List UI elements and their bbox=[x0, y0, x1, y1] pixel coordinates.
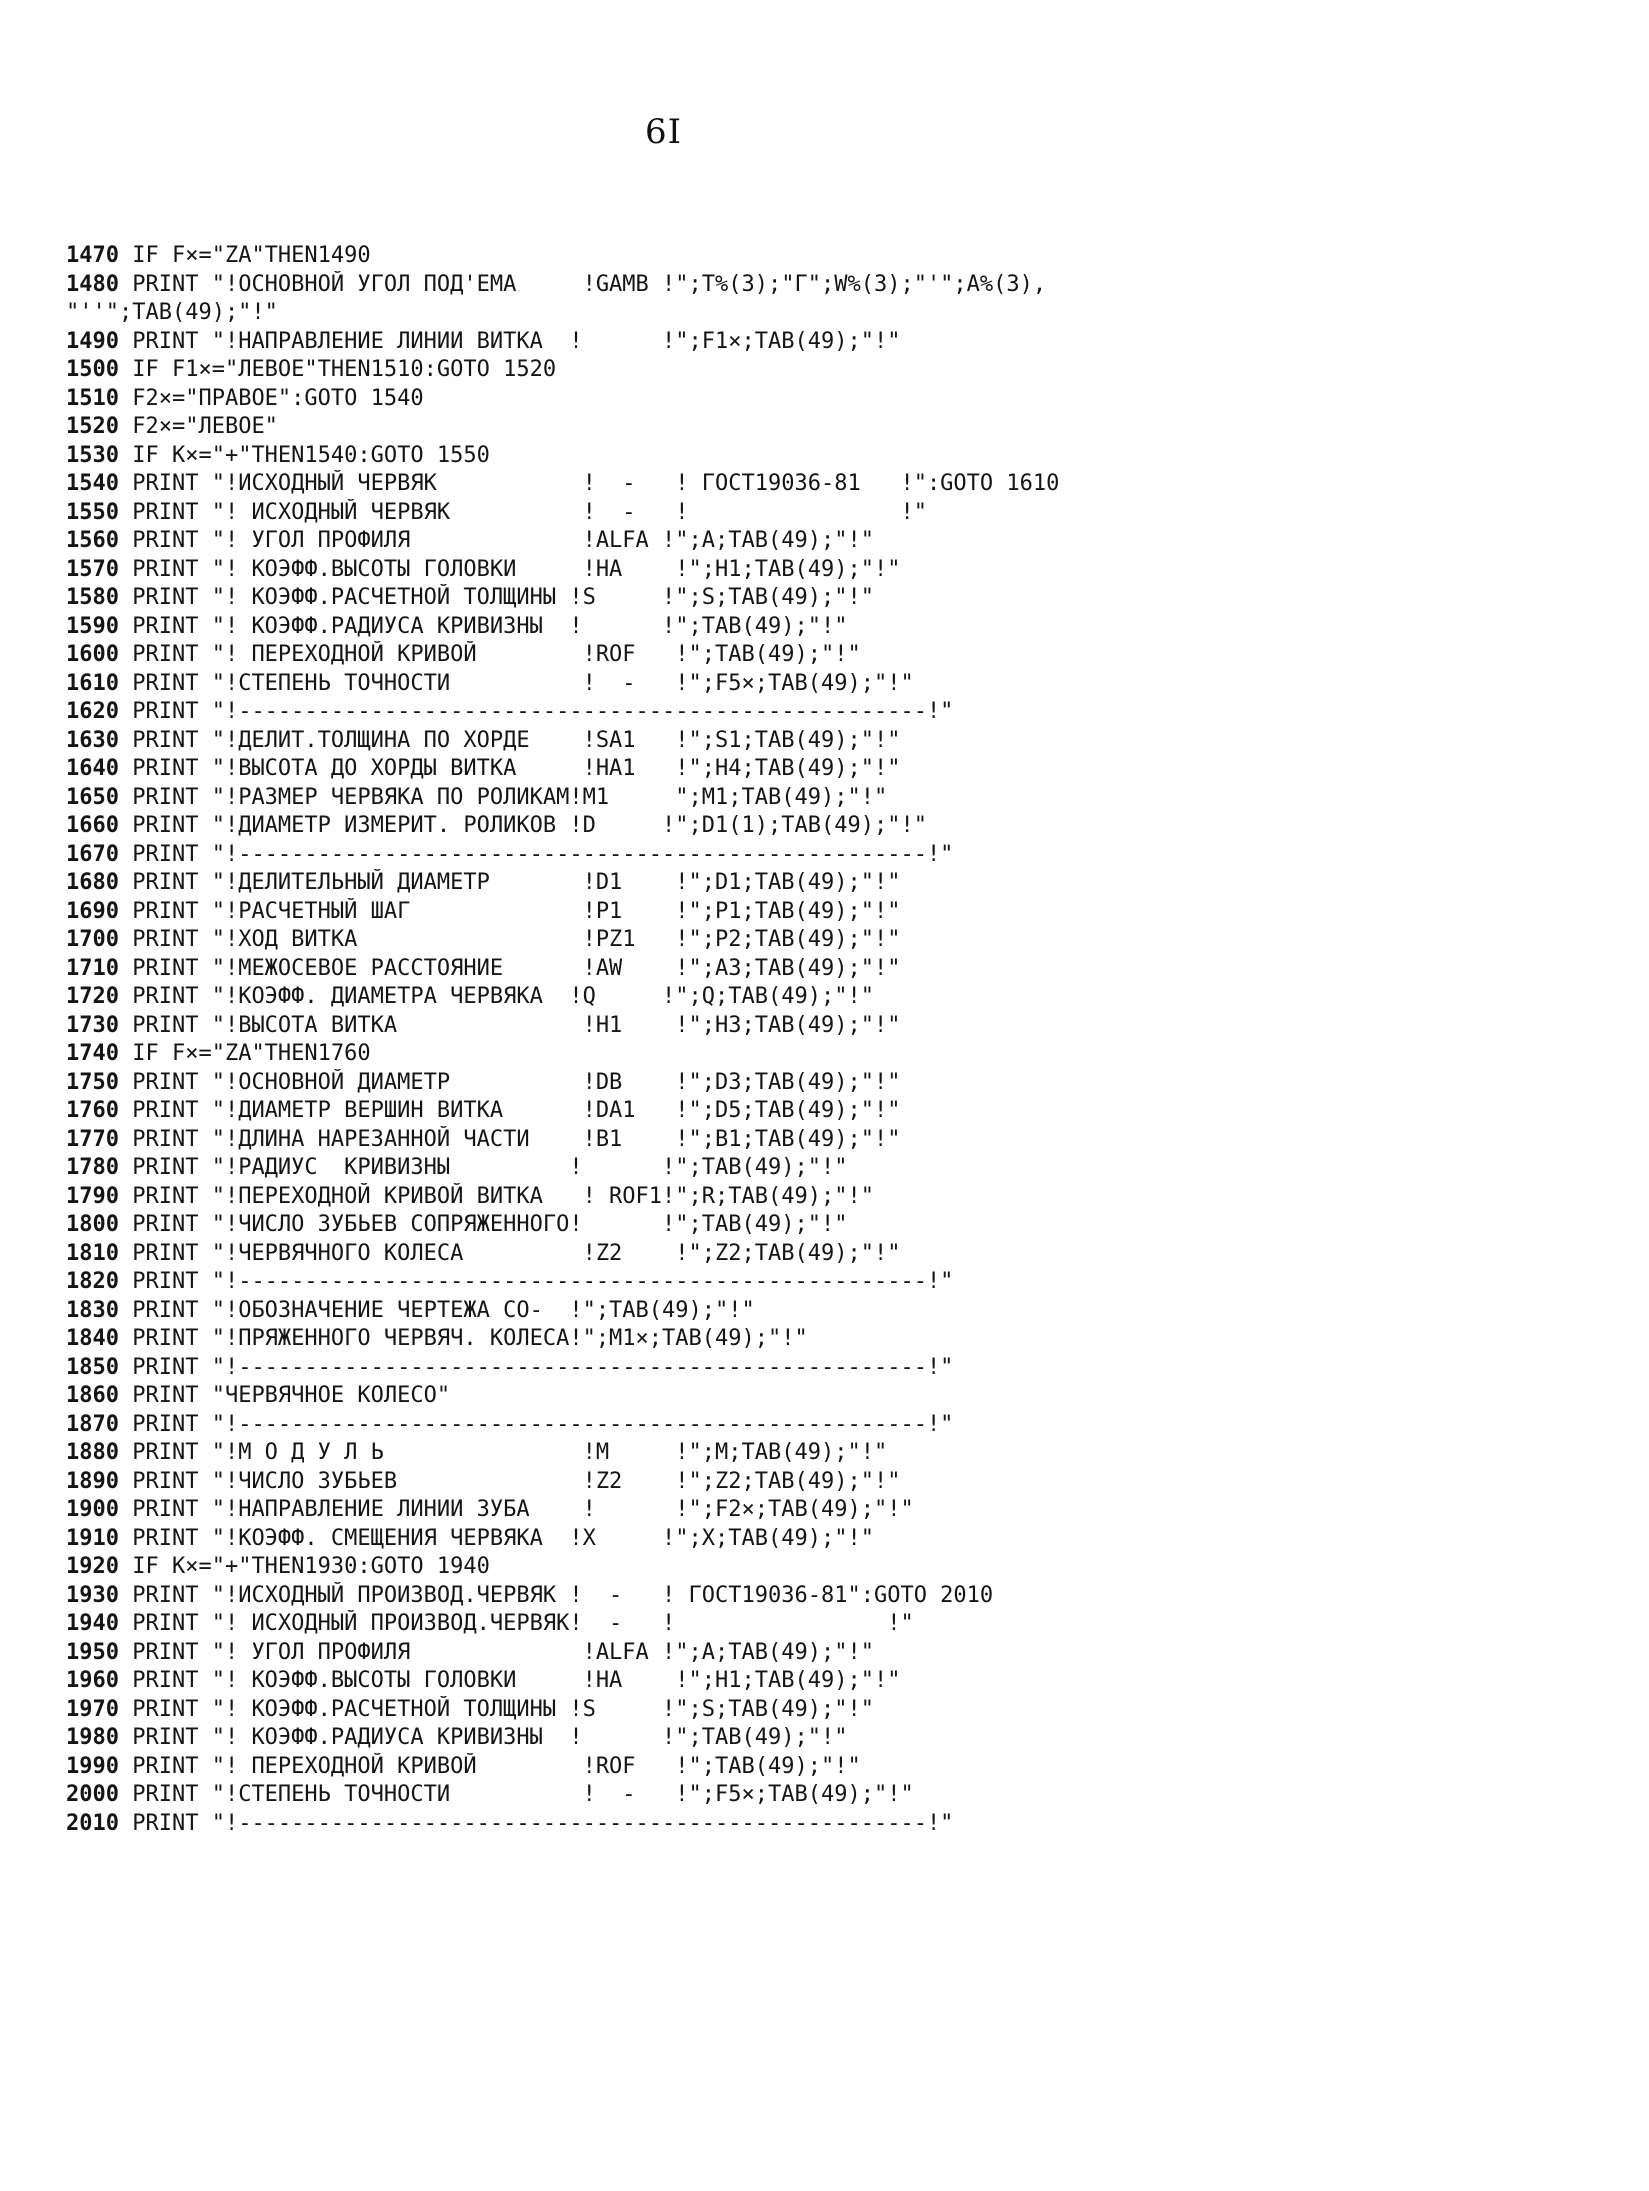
line-number: 2010 bbox=[66, 1810, 119, 1836]
code-line bbox=[66, 812, 1059, 841]
line-text: PRINT "!РАДИУС КРИВИЗНЫ ! !";TAB(49);"!" bbox=[132, 1155, 848, 1180]
line-number: 1950 bbox=[66, 1639, 119, 1665]
line-number: 1500 bbox=[66, 357, 119, 382]
basic-program-listing bbox=[66, 242, 1059, 1838]
line-gap bbox=[119, 1155, 132, 1180]
line-gap bbox=[119, 614, 132, 639]
line-gap bbox=[119, 1782, 132, 1807]
line-text: PRINT "!НАПРАВЛЕНИЕ ЛИНИИ ВИТКА ! !";F1×;TAB(49);"!" bbox=[132, 328, 901, 354]
code-line bbox=[66, 1667, 1059, 1696]
line-number: 1490 bbox=[66, 328, 119, 354]
code-line bbox=[66, 841, 1059, 870]
line-text: PRINT "!ХОД ВИТКА !PZ1 !";P2;TAB(49);"!" bbox=[132, 927, 901, 952]
line-number: 1820 bbox=[66, 1269, 119, 1294]
line-text: PRINT "!ПЕРЕХОДНОЙ КРИВОЙ ВИТКА ! ROF1!";R;TAB(49);"!" bbox=[132, 1183, 874, 1209]
line-gap bbox=[119, 1754, 132, 1779]
line-number: 1680 bbox=[66, 870, 119, 895]
code-line bbox=[66, 1354, 1059, 1383]
line-number: 1860 bbox=[66, 1383, 119, 1408]
line-gap bbox=[119, 1098, 132, 1123]
line-number: 1600 bbox=[66, 642, 119, 667]
line-number: 1800 bbox=[66, 1212, 119, 1237]
line-gap bbox=[119, 813, 132, 838]
line-text: PRINT "!ОСНОВНОЙ ДИАМЕТР !DB !";D3;TAB(49);"!" bbox=[132, 1069, 901, 1095]
line-text: PRINT "!ДИАМЕТР ИЗМЕРИТ. РОЛИКОВ !D !";D1(1);TAB(49);"!" bbox=[132, 813, 927, 838]
line-gap bbox=[119, 272, 132, 297]
line-number: 1940 bbox=[66, 1611, 119, 1636]
line-text: PRINT "! УГОЛ ПРОФИЛЯ !ALFA !";A;TAB(49);"!" bbox=[132, 528, 874, 553]
line-gap bbox=[119, 1469, 132, 1494]
line-number: 1760 bbox=[66, 1098, 119, 1123]
line-text: PRINT "!РАЗМЕР ЧЕРВЯКА ПО РОЛИКАМ!M1 ";M1;TAB(49);"!" bbox=[132, 784, 888, 810]
line-gap bbox=[119, 899, 132, 924]
line-number: 1480 bbox=[66, 271, 119, 297]
line-text: IF K×="+"THEN1930:GOTO 1940 bbox=[132, 1554, 490, 1579]
line-gap bbox=[119, 1725, 132, 1750]
code-line bbox=[66, 1724, 1059, 1753]
line-text: PRINT "!ИСХОДНЫЙ ПРОИЗВОД.ЧЕРВЯК ! - ! ГОСТ19036-81":GOTO 2010 bbox=[132, 1582, 994, 1608]
line-gap bbox=[119, 728, 132, 753]
code-line bbox=[66, 1753, 1059, 1782]
line-text: PRINT "! КОЭФФ.ВЫСОТЫ ГОЛОВКИ !HA !";H1;TAB(49);"!" bbox=[132, 1668, 901, 1693]
line-number: 1770 bbox=[66, 1126, 119, 1152]
code-line bbox=[66, 1639, 1059, 1668]
line-gap bbox=[119, 1640, 132, 1665]
code-line bbox=[66, 613, 1059, 642]
code-line bbox=[66, 556, 1059, 585]
line-gap bbox=[119, 842, 132, 867]
code-line bbox=[66, 1069, 1059, 1098]
line-gap bbox=[119, 1412, 132, 1437]
line-text: PRINT "!ЧИСЛО ЗУБЬЕВ СОПРЯЖЕННОГО! !";TAB(49);"!" bbox=[132, 1212, 848, 1237]
line-gap bbox=[119, 1697, 132, 1722]
line-text: PRINT "!----------------------------------------------------!" bbox=[132, 1411, 954, 1437]
line-number: 1710 bbox=[66, 955, 119, 981]
line-number: 1470 bbox=[66, 243, 119, 268]
code-line bbox=[66, 1097, 1059, 1126]
line-number: 1610 bbox=[66, 670, 119, 696]
line-gap bbox=[119, 1526, 132, 1551]
line-number: 1550 bbox=[66, 499, 119, 525]
code-line bbox=[66, 926, 1059, 955]
line-number: 1890 bbox=[66, 1468, 119, 1494]
line-gap bbox=[119, 671, 132, 696]
line-gap bbox=[119, 1668, 132, 1693]
line-text: PRINT "!----------------------------------------------------!" bbox=[132, 1354, 954, 1380]
line-number: 1810 bbox=[66, 1240, 119, 1266]
line-gap bbox=[119, 1583, 132, 1608]
line-number: 1590 bbox=[66, 613, 119, 639]
line-gap bbox=[119, 1440, 132, 1465]
line-text: PRINT "!НАПРАВЛЕНИЕ ЛИНИИ ЗУБА ! !";F2×;TAB(49);"!" bbox=[132, 1497, 914, 1522]
line-number: 1650 bbox=[66, 784, 119, 810]
line-gap bbox=[119, 1355, 132, 1380]
line-text: PRINT "!М О Д У Л Ь !M !";M;TAB(49);"!" bbox=[132, 1440, 888, 1465]
line-text: PRINT "! КОЭФФ.РАСЧЕТНОЙ ТОЛЩИНЫ !S !";S;TAB(49);"!" bbox=[132, 1696, 874, 1722]
code-line bbox=[66, 784, 1059, 813]
line-gap bbox=[119, 1383, 132, 1408]
line-number: 1670 bbox=[66, 841, 119, 867]
line-number: 1790 bbox=[66, 1183, 119, 1209]
line-gap bbox=[119, 1070, 132, 1095]
line-text: IF F1×="ЛЕВОЕ"THEN1510:GOTO 1520 bbox=[132, 357, 557, 382]
code-line bbox=[66, 1297, 1059, 1326]
line-gap bbox=[119, 642, 132, 667]
code-line bbox=[66, 385, 1059, 414]
code-line bbox=[66, 670, 1059, 699]
line-gap bbox=[119, 1212, 132, 1237]
line-text: PRINT "! ПЕРЕХОДНОЙ КРИВОЙ !ROF !";TAB(49);"!" bbox=[132, 1753, 861, 1779]
line-text: PRINT "! УГОЛ ПРОФИЛЯ !ALFA !";A;TAB(49);"!" bbox=[132, 1639, 874, 1665]
line-text: PRINT "!РАСЧЕТНЫЙ ШАГ !P1 !";P1;TAB(49);"!" bbox=[132, 898, 901, 924]
line-number: 1920 bbox=[66, 1554, 119, 1579]
line-number: 1930 bbox=[66, 1582, 119, 1608]
code-line bbox=[66, 299, 1059, 328]
code-line bbox=[66, 1012, 1059, 1041]
line-number: 1900 bbox=[66, 1497, 119, 1522]
line-text: PRINT "! КОЭФФ.ВЫСОТЫ ГОЛОВКИ !HA !";H1;TAB(49);"!" bbox=[132, 556, 901, 582]
line-gap bbox=[119, 1013, 132, 1038]
line-gap bbox=[119, 756, 132, 781]
line-text: PRINT "! КОЭФФ.РАДИУСА КРИВИЗНЫ ! !";TAB(49);"!" bbox=[132, 1725, 848, 1750]
line-text: PRINT "! ИСХОДНЫЙ ЧЕРВЯК ! - ! !" bbox=[132, 499, 927, 525]
line-number: 1830 bbox=[66, 1297, 119, 1323]
line-gap bbox=[119, 443, 132, 468]
code-line bbox=[66, 1781, 1059, 1810]
line-text: PRINT "!----------------------------------------------------!" bbox=[132, 699, 954, 724]
line-text: PRINT "!----------------------------------------------------!" bbox=[132, 1269, 954, 1294]
code-line bbox=[66, 983, 1059, 1012]
line-number: 1870 bbox=[66, 1411, 119, 1437]
line-text: PRINT "!СТЕПЕНЬ ТОЧНОСТИ ! - !";F5×;TAB(49);"!" bbox=[132, 670, 914, 696]
line-text: PRINT "!ДЕЛИТ.ТОЛЩИНА ПО ХОРДЕ !SA1 !";S1;TAB(49);"!" bbox=[132, 727, 901, 753]
line-number: 1700 bbox=[66, 927, 119, 952]
code-line bbox=[66, 1496, 1059, 1525]
line-gap bbox=[119, 956, 132, 981]
line-gap bbox=[119, 414, 132, 439]
line-number: 1620 bbox=[66, 699, 119, 724]
line-text: PRINT "!ОБОЗНАЧЕНИЕ ЧЕРТЕЖА СО- !";TAB(49);"!" bbox=[132, 1297, 755, 1323]
code-line bbox=[66, 1439, 1059, 1468]
line-gap bbox=[119, 1269, 132, 1294]
line-gap bbox=[119, 357, 132, 382]
line-text: PRINT "!ИСХОДНЫЙ ЧЕРВЯК ! - ! ГОСТ19036-81 !":GOTO 1610 bbox=[132, 471, 1060, 496]
line-gap bbox=[119, 1326, 132, 1351]
line-gap bbox=[119, 1811, 132, 1836]
line-text: PRINT "! КОЭФФ.РАДИУСА КРИВИЗНЫ ! !";TAB(49);"!" bbox=[132, 613, 848, 639]
line-number: 1960 bbox=[66, 1668, 119, 1693]
line-gap bbox=[119, 1497, 132, 1522]
line-text: PRINT "!ВЫСОТА ДО ХОРДЫ ВИТКА !HA1 !";H4;TAB(49);"!" bbox=[132, 756, 901, 781]
code-line bbox=[66, 1126, 1059, 1155]
line-number: 1750 bbox=[66, 1069, 119, 1095]
line-gap bbox=[119, 1041, 132, 1066]
code-line bbox=[66, 641, 1059, 670]
code-line bbox=[66, 1411, 1059, 1440]
line-number: 1880 bbox=[66, 1440, 119, 1465]
line-number: 2000 bbox=[66, 1782, 119, 1807]
code-line bbox=[66, 955, 1059, 984]
code-line bbox=[66, 1525, 1059, 1554]
line-text: F2×="ЛЕВОЕ" bbox=[132, 414, 278, 439]
line-gap bbox=[119, 984, 132, 1009]
line-text: IF F×="ZA"THEN1490 bbox=[132, 243, 371, 268]
line-text: PRINT "!ДИАМЕТР ВЕРШИН ВИТКА !DA1 !";D5;TAB(49);"!" bbox=[132, 1098, 901, 1123]
code-line bbox=[66, 527, 1059, 556]
code-line bbox=[66, 1696, 1059, 1725]
line-text: PRINT "!ПРЯЖЕННОГО ЧЕРВЯЧ. КОЛЕСА!";M1×;TAB(49);"!" bbox=[132, 1326, 808, 1351]
line-number: 1570 bbox=[66, 556, 119, 582]
code-line bbox=[66, 470, 1059, 499]
line-text: PRINT "!ОСНОВНОЙ УГОЛ ПОД'ЕМА !GAMB !";T%(3);"Г";W%(3);"'";A%(3), bbox=[132, 271, 1047, 297]
line-number: 1640 bbox=[66, 756, 119, 781]
line-number: 1560 bbox=[66, 528, 119, 553]
line-text: PRINT "!----------------------------------------------------!" bbox=[132, 841, 954, 867]
code-line bbox=[66, 584, 1059, 613]
line-text: F2×="ПРАВОЕ":GOTO 1540 bbox=[132, 385, 424, 411]
line-gap bbox=[119, 500, 132, 525]
page-number: 6I bbox=[645, 112, 683, 152]
line-text: PRINT "! КОЭФФ.РАСЧЕТНОЙ ТОЛЩИНЫ !S !";S;TAB(49);"!" bbox=[132, 585, 874, 610]
line-text: PRINT "! ПЕРЕХОДНОЙ КРИВОЙ !ROF !";TAB(49);"!" bbox=[132, 642, 861, 667]
code-line bbox=[66, 356, 1059, 385]
code-line bbox=[66, 1268, 1059, 1297]
line-number: 1660 bbox=[66, 813, 119, 838]
line-gap bbox=[119, 557, 132, 582]
line-number: 1970 bbox=[66, 1696, 119, 1722]
code-line bbox=[66, 727, 1059, 756]
line-number: 1780 bbox=[66, 1155, 119, 1180]
line-number: 1990 bbox=[66, 1753, 119, 1779]
line-gap bbox=[119, 927, 132, 952]
line-gap bbox=[119, 1554, 132, 1579]
code-line bbox=[66, 1468, 1059, 1497]
line-text: PRINT "!МЕЖОСЕВОЕ РАССТОЯНИЕ !AW !";A3;TAB(49);"!" bbox=[132, 955, 901, 981]
code-line bbox=[66, 1040, 1059, 1069]
code-line bbox=[66, 1382, 1059, 1411]
code-line bbox=[66, 698, 1059, 727]
line-gap bbox=[119, 243, 132, 268]
line-gap bbox=[119, 1298, 132, 1323]
line-text: PRINT "ЧЕРВЯЧНОЕ КОЛЕСО" bbox=[132, 1383, 451, 1408]
line-text: PRINT "!ЧЕРВЯЧНОГО КОЛЕСА !Z2 !";Z2;TAB(49);"!" bbox=[132, 1240, 901, 1266]
code-line bbox=[66, 1553, 1059, 1582]
line-number: 1510 bbox=[66, 385, 119, 411]
line-gap bbox=[119, 471, 132, 496]
line-gap bbox=[119, 386, 132, 411]
line-text: PRINT "! ИСХОДНЫЙ ПРОИЗВОД.ЧЕРВЯК! - ! !" bbox=[132, 1611, 914, 1636]
line-gap bbox=[119, 1611, 132, 1636]
line-gap bbox=[119, 585, 132, 610]
code-line bbox=[66, 1582, 1059, 1611]
line-text: PRINT "!ВЫСОТА ВИТКА !H1 !";H3;TAB(49);"!" bbox=[132, 1012, 901, 1038]
line-number: 1730 bbox=[66, 1012, 119, 1038]
line-text: PRINT "!----------------------------------------------------!" bbox=[132, 1810, 954, 1836]
code-line bbox=[66, 1240, 1059, 1269]
line-number: 1720 bbox=[66, 984, 119, 1009]
code-line bbox=[66, 1810, 1059, 1839]
line-number: 1910 bbox=[66, 1525, 119, 1551]
code-line bbox=[66, 898, 1059, 927]
code-line bbox=[66, 242, 1059, 271]
code-line bbox=[66, 271, 1059, 300]
code-line bbox=[66, 1154, 1059, 1183]
line-text: IF F×="ZA"THEN1760 bbox=[132, 1041, 371, 1066]
line-number: 1740 bbox=[66, 1041, 119, 1066]
code-line bbox=[66, 413, 1059, 442]
code-line bbox=[66, 1211, 1059, 1240]
code-line bbox=[66, 1610, 1059, 1639]
line-number: 1690 bbox=[66, 898, 119, 924]
code-line bbox=[66, 1183, 1059, 1212]
code-line bbox=[66, 869, 1059, 898]
line-text: PRINT "!КОЭФФ. СМЕЩЕНИЯ ЧЕРВЯКА !X !";X;TAB(49);"!" bbox=[132, 1525, 874, 1551]
line-number: 1630 bbox=[66, 727, 119, 753]
line-text: PRINT "!КОЭФФ. ДИАМЕТРА ЧЕРВЯКА !Q !";Q;TAB(49);"!" bbox=[132, 984, 874, 1009]
line-number: 1980 bbox=[66, 1725, 119, 1750]
line-gap bbox=[119, 699, 132, 724]
line-number: 1520 bbox=[66, 414, 119, 439]
code-line bbox=[66, 328, 1059, 357]
code-line bbox=[66, 499, 1059, 528]
line-number: 1540 bbox=[66, 471, 119, 496]
code-line bbox=[66, 442, 1059, 471]
line-text: "''";TAB(49);"!" bbox=[66, 300, 278, 325]
code-line bbox=[66, 1325, 1059, 1354]
line-gap bbox=[119, 1241, 132, 1266]
line-text: PRINT "!ДЛИНА НАРЕЗАННОЙ ЧАСТИ !B1 !";B1;TAB(49);"!" bbox=[132, 1126, 901, 1152]
line-number: 1530 bbox=[66, 442, 119, 468]
line-gap bbox=[119, 1127, 132, 1152]
code-line bbox=[66, 755, 1059, 784]
line-number: 1850 bbox=[66, 1354, 119, 1380]
line-gap bbox=[119, 1184, 132, 1209]
line-gap bbox=[119, 870, 132, 895]
line-text: IF K×="+"THEN1540:GOTO 1550 bbox=[132, 442, 490, 468]
line-gap bbox=[119, 528, 132, 553]
line-number: 1580 bbox=[66, 585, 119, 610]
line-gap bbox=[119, 785, 132, 810]
line-text: PRINT "!СТЕПЕНЬ ТОЧНОСТИ ! - !";F5×;TAB(49);"!" bbox=[132, 1782, 914, 1807]
line-text: PRINT "!ЧИСЛО ЗУБЬЕВ !Z2 !";Z2;TAB(49);"!" bbox=[132, 1468, 901, 1494]
line-text: PRINT "!ДЕЛИТЕЛЬНЫЙ ДИАМЕТР !D1 !";D1;TAB(49);"!" bbox=[132, 870, 901, 895]
line-number: 1840 bbox=[66, 1326, 119, 1351]
line-gap bbox=[119, 329, 132, 354]
